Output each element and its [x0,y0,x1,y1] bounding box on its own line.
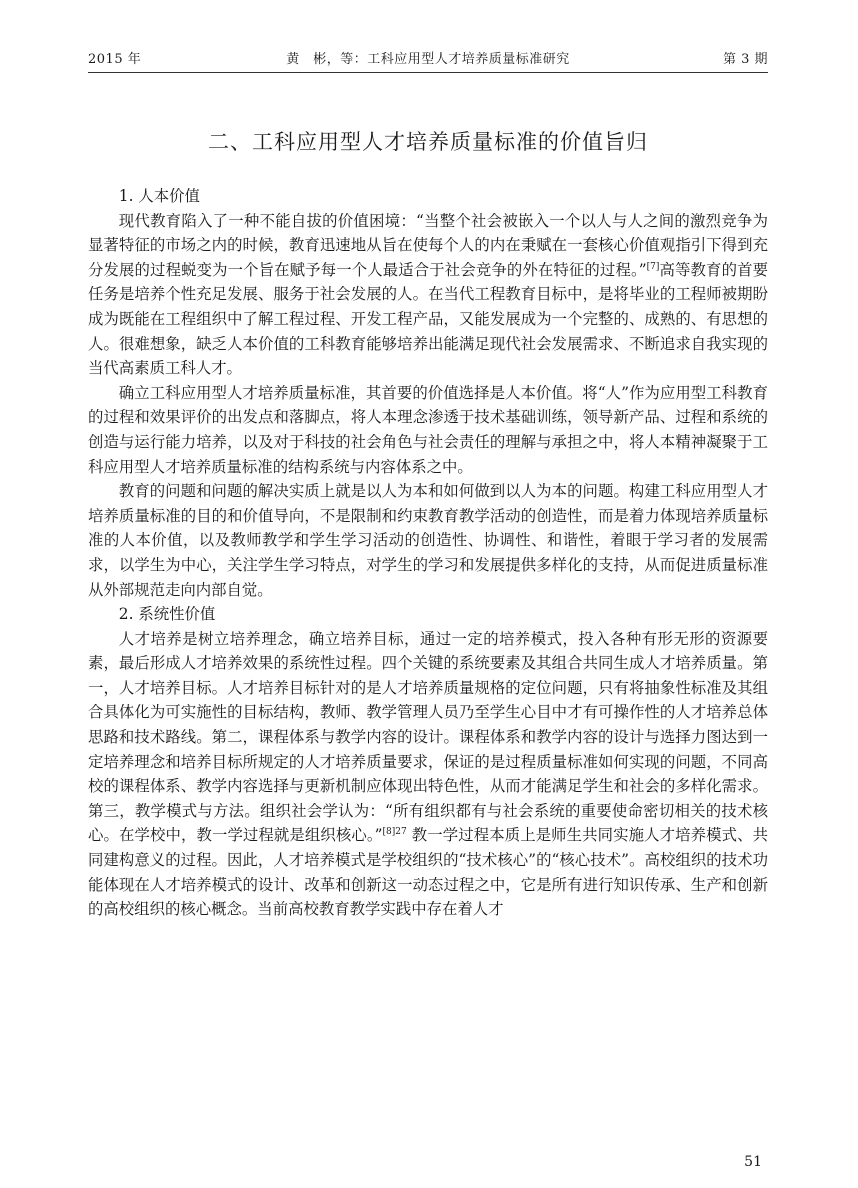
paragraph: 教育的问题和问题的解决实质上就是以人为本和如何做到以人为本的问题。构建工科应用型人才培养质量标准的目的和价值导向，不是限制和约束教育教学活动的创造性，而是着力体现培养质量标准的人本价值，以及教师教学和学生学习活动的创造性、协调性、和谐性，着眼于学习者的发展需求，以学生为中心，关注学生学习特点，对学生的学习和发展提供多样化的支持，从而促进质量标准从外部规范走向内部自觉。 [88,482,768,599]
paragraph-text: 人才培养是树立培养理念，确立培养目标，通过一定的培养模式，投入各种有形无形的资源要素，最后形成人才培养效果的系统性过程。四个关键的系统要素及其组合共同生成人才培养质量。第一，人才培养目标。人才培养目标针对的是人才培养质量规格的定位问题，只有将抽象性标准及其组合具体化为可实施性的目标结构，教师、教学管理人员乃至学生心目中才有可操作性的人才培养总体思路和技术路线。第二，课程体系与教学内容的设计。课程体系和教学内容的设计与选择力图达到一定培养理念和培养目标所规定的人才培养质量要求，保证的是过程质量标准如何实现的问题，不同高校的课程体系、教学内容选择与更新机制应体现出特色性，从而才能满足学生和社会的多样化需求。第三，教学模式与方法。组织社会学认为：“所有组织都有与社会系统的重要使命密切相关的技术核心。在学校中，教一学过程就是组织核心。” [88,629,768,845]
paragraph [88,627,768,922]
article-body [88,184,768,922]
paragraph-text: 高等教育的首要任务是培养个性充足发展、服务于社会发展的人。在当代工程教育目标中，是将毕业的工程师被期盼成为既能在工程组织中了解工程过程、开发工程产品，又能发展成为一个完整的、成熟的、有思想的人。很难想象，缺乏人本价值的工科教育能够培养出能满足现代社会发展需求、不断追求自我实现的当代高素质工科人才。 [88,260,768,378]
citation-marker: [7] [646,261,660,272]
subsection-heading-systemic: 2. 系统性价值 [118,605,216,624]
section-title: 二、工科应用型人才培养质量标准的价值旨归 [208,130,648,154]
page-number: 51 [744,1154,762,1170]
header-year: 2015 年 [88,52,142,67]
citation-marker: [8]27 [382,827,407,838]
paragraph-text: 教一学过程本质上是师生共同实施人才培养模式、共同建构意义的过程。因此，人才培养模式是学校组织的“技术核心”的“核心技术”。高校组织的技术功能体现在人才培养模式的设计、改革和创新这一动态过程之中，它是所有进行知识传承、生产和创新的高校组织的核心概念。当前高校教育教学实践中存在着人才 [88,826,768,919]
paragraph-text: 现代教育陷入了一种不能自拔的价值困境：“当整个社会被嵌入一个以人与人之间的激烈竞争为显著特征的市场之内的时候，教育迅速地从旨在使每个人的内在秉赋在一套核心价值观指引下得到充分发展的过程蜕变为一个旨在赋予每一个人最适合于社会竞争的外在特征的过程。” [88,211,768,279]
paragraph: 确立工科应用型人才培养质量标准，其首要的价值选择是人本价值。将“人”作为应用型工科教育的过程和效果评价的出发点和落脚点，将人本理念渗透于技术基础训练，领导新产品、过程和系统的创造与运行能力培养，以及对于科技的社会角色与社会责任的理解与承担之中，将人本精神凝聚于工科应用型人才培养质量标准的结构系统与内容体系之中。 [88,383,768,476]
header-rule [88,72,768,73]
running-header [88,48,768,70]
paragraph [88,209,768,381]
header-running-title: 黄 彬，等：工科应用型人才培养质量标准研究 [286,52,570,67]
header-issue: 第 3 期 [722,52,768,67]
subsection-heading-humanistic: 1. 人本价值 [118,187,200,205]
